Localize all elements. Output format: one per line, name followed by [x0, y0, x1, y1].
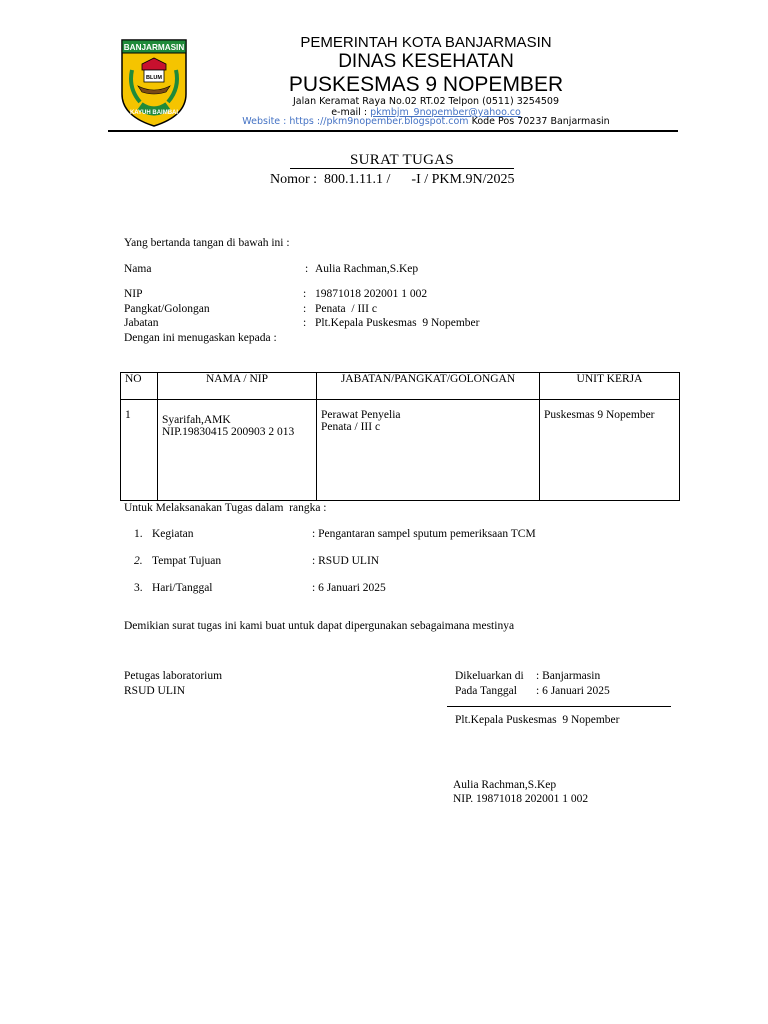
- task-label-2: Tempat Tujuan: [152, 555, 222, 567]
- letterhead-institution: PUSKESMAS 9 NOPEMBER: [288, 73, 564, 96]
- document-title: SURAT TUGAS: [349, 152, 455, 168]
- jabatan-label: Jabatan: [124, 317, 159, 329]
- letterhead-department: DINAS KESEHATAN: [338, 51, 514, 72]
- table-row: [121, 400, 680, 501]
- intro-text: Yang bertanda tangan di bawah ini :: [124, 237, 290, 249]
- pangkat-label: Pangkat/Golongan: [124, 303, 210, 315]
- task-label-3: Hari/Tanggal: [152, 582, 213, 594]
- jabatan-sep: :: [303, 317, 307, 329]
- task-value-3: : 6 Januari 2025: [312, 582, 386, 594]
- nip-sep: :: [303, 288, 307, 300]
- signature-divider: [447, 706, 671, 707]
- svg-text:KAYUH BAIMBAI: KAYUH BAIMBAI: [129, 110, 179, 116]
- issued-label: Dikeluarkan di: [455, 670, 524, 682]
- title-underline: [290, 168, 514, 169]
- nip-value: 19871018 202001 1 002: [315, 288, 428, 300]
- banjarmasin-city-logo: [118, 36, 190, 128]
- signer-name: Aulia Rachman,S.Kep: [453, 779, 557, 791]
- letterhead-address: Jalan Keramat Raya No.02 RT.02 Telpon (0511) 3254509: [292, 96, 560, 107]
- closing-text: Demikian surat tugas ini kami buat untuk dapat dipergunakan sebagaimana mestinya: [124, 620, 515, 632]
- task-num-3: 3.: [134, 582, 143, 594]
- nama-sep: :: [305, 263, 309, 275]
- left-sign-org: RSUD ULIN: [124, 685, 186, 697]
- date-label: Pada Tanggal: [455, 685, 517, 697]
- assignee-table: [120, 372, 680, 501]
- signer-position: Plt.Kepala Puskesmas 9 Nopember: [455, 714, 620, 726]
- task-num-1: 1.: [134, 528, 143, 540]
- postcode: Kode Pos 70237 Banjarmasin: [468, 116, 610, 127]
- nama-label: Nama: [124, 263, 152, 275]
- email-label: e-mail :: [331, 107, 371, 118]
- nip-label: NIP: [124, 288, 143, 300]
- svg-text:BANJARMASIN: BANJARMASIN: [123, 43, 185, 52]
- cell-unit: Puskesmas 9 Nopember: [540, 400, 680, 501]
- task-num-2: 2.: [134, 555, 143, 567]
- left-sign-role: Petugas laboratorium: [124, 670, 223, 682]
- nama-value: Aulia Rachman,S.Kep: [315, 263, 419, 275]
- col-header-no: NO: [121, 373, 158, 400]
- task-value-1: : Pengantaran sampel sputum pemeriksaan TCM: [312, 528, 536, 540]
- assignee-jabatan: Perawat Penyelia: [321, 409, 401, 421]
- assignee-nip: NIP.19830415 200903 2 013: [162, 426, 295, 438]
- col-header-position: JABATAN/PANGKAT/GOLONGAN: [317, 373, 540, 400]
- task-label-1: Kegiatan: [152, 528, 194, 540]
- assignee-name: Syarifah,AMK: [162, 414, 231, 426]
- issued-value: : Banjarmasin: [536, 670, 601, 682]
- assignee-pangkat: Penata / III c: [321, 421, 381, 433]
- jabatan-value: Plt.Kepala Puskesmas 9 Nopember: [315, 317, 480, 329]
- email-link[interactable]: pkmbjm_9nopember@yahoo.co: [370, 107, 521, 118]
- pangkat-sep: :: [303, 303, 307, 315]
- purpose-intro: Untuk Melaksanakan Tugas dalam rangka :: [124, 502, 327, 514]
- assign-text: Dengan ini menugaskan kepada :: [124, 332, 277, 344]
- table-header-row: [121, 373, 680, 400]
- cell-position: [317, 400, 540, 501]
- cell-name-nip: [158, 400, 317, 501]
- letterhead-government: PEMERINTAH KOTA BANJARMASIN: [300, 34, 552, 51]
- website-link[interactable]: https ://pkm9nopember.blogspot.com: [289, 116, 469, 127]
- website-label: Website :: [242, 116, 290, 127]
- date-value: : 6 Januari 2025: [536, 685, 610, 697]
- cell-no: 1: [121, 400, 158, 501]
- document-number: Nomor : 800.1.11.1 / -I / PKM.9N/2025: [270, 172, 515, 187]
- col-header-name: NAMA / NIP: [158, 373, 317, 400]
- pangkat-value: Penata / III c: [315, 303, 377, 315]
- signer-nip: NIP. 19871018 202001 1 002: [453, 793, 589, 805]
- col-header-unit: UNIT KERJA: [540, 373, 680, 400]
- task-value-2: : RSUD ULIN: [312, 555, 380, 567]
- letterhead-divider: [108, 130, 678, 132]
- svg-text:BLUM: BLUM: [146, 75, 162, 81]
- letterhead-website-row: [206, 116, 646, 127]
